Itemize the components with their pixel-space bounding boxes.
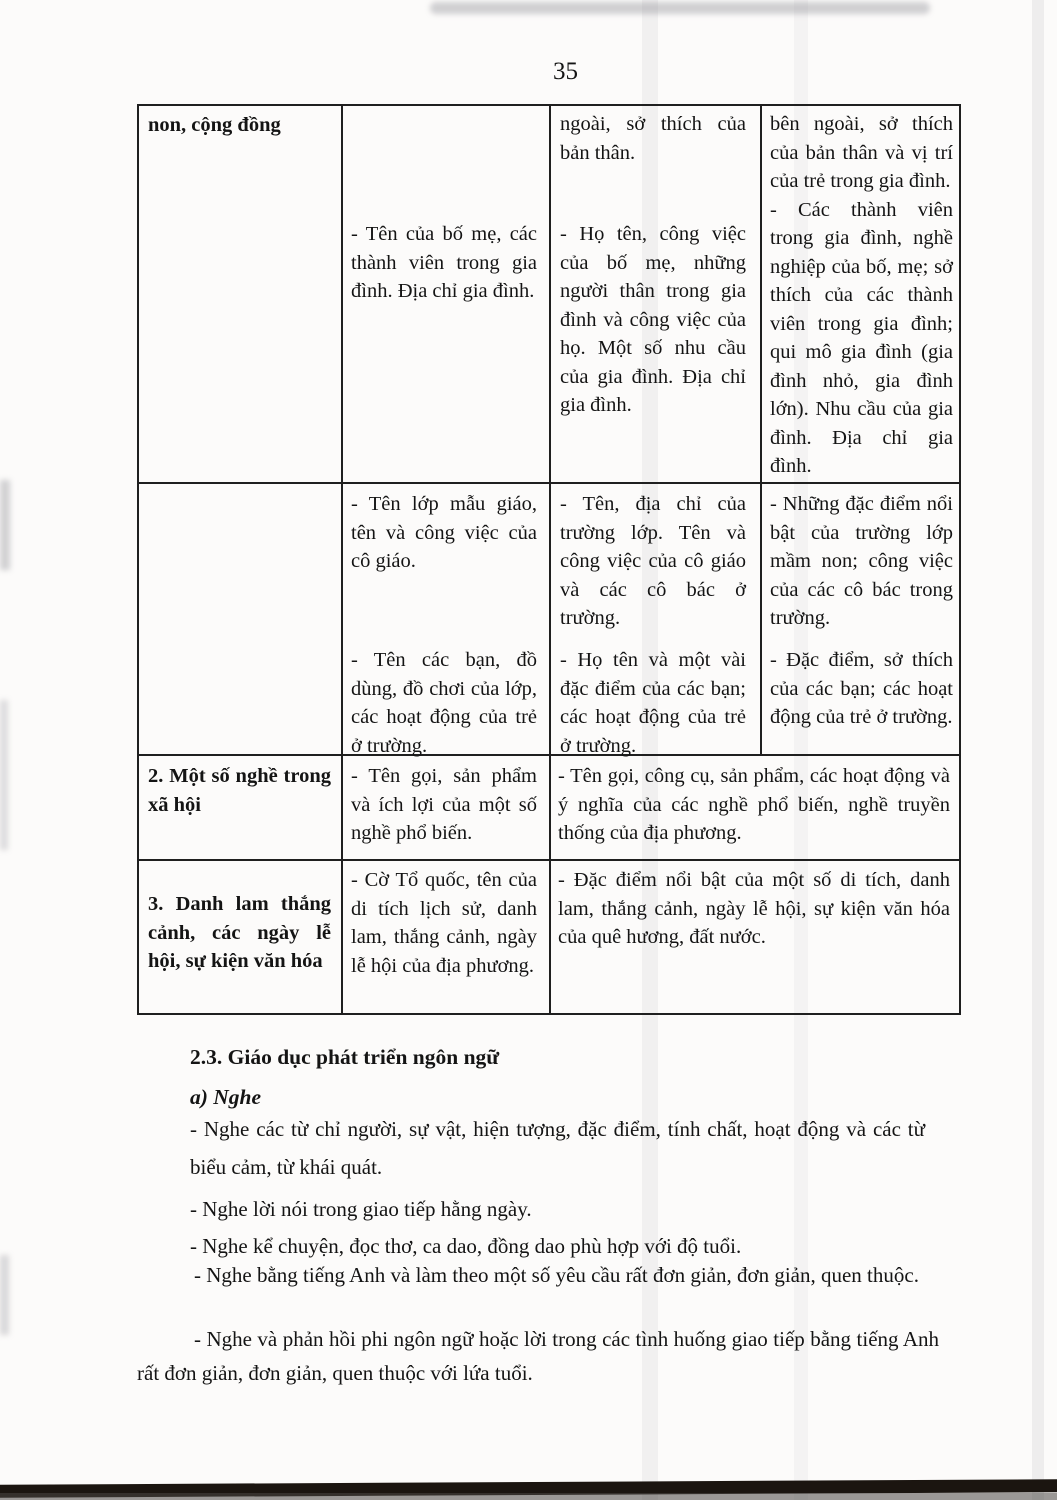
scan-smudge-top	[430, 2, 930, 14]
table-cell-r4c34: - Đặc điểm nổi bật của một số di tích, danh lam, thắng cảnh, ngày lễ hội, sự kiện văn hóa của quê hương, đất nước.	[558, 869, 950, 948]
table-cell-r2c3b: - Họ tên và một vài đặc điểm của các bạn; các hoạt động của trẻ ở trường.	[560, 649, 746, 757]
table-cell-r3c34: - Tên gọi, công cụ, sản phẩm, các hoạt động và ý nghĩa của các nghề phổ biến, nghề truyền thống của địa phương.	[558, 765, 950, 844]
paragraph-listen-speech: - Nghe lời nói trong giao tiếp hằng ngày.	[190, 1197, 532, 1221]
table-cell-r1c4	[770, 110, 953, 481]
table-cell-r3c1: 2. Một số nghề trong xã hội	[148, 765, 331, 816]
table-cell-r1c3: - Họ tên, công việc của bố mẹ, những người thân trong gia đình và công việc của họ. Một số nhu cầu của gia đình. Địa chỉ gia đình.	[560, 223, 746, 416]
section-subheading: a) Nghe	[190, 1085, 262, 1109]
table-cell-r3c2: - Tên gọi, sản phẩm và ích lợi của một số nghề phổ biến.	[351, 765, 537, 844]
table-cell-r1c2: - Tên của bố mẹ, các thành viên trong gia đình. Địa chỉ gia đình.	[351, 223, 537, 302]
cell-paragraph: bên ngoài, sở thích của bản thân và vị trí của trẻ trong gia đình.	[770, 113, 953, 192]
scan-mark-left	[0, 1255, 9, 1335]
paragraph-listen-english: - Nghe bằng tiếng Anh và làm theo một số yêu cầu rất đơn giản, đơn giản, quen thuộc.	[194, 1263, 919, 1287]
table-vline-col1	[341, 104, 343, 1015]
table-cell-r4c2: - Cờ Tổ quốc, tên của di tích lịch sử, danh lam, thắng cảnh, ngày lễ hội của địa phương.	[351, 869, 537, 977]
table-cell-r2c2b: - Tên các bạn, đồ dùng, đồ chơi của lớp, các hoạt động của trẻ ở trường.	[351, 649, 537, 757]
paragraph-listen-words: - Nghe các từ chỉ người, sự vật, hiện tượng, đặc điểm, tính chất, hoạt động và các từ biểu cảm, từ khái quát.	[190, 1117, 925, 1179]
table-vline-col3	[760, 104, 762, 755]
scan-streak	[1032, 0, 1044, 1500]
section-heading: 2.3. Giáo dục phát triển ngôn ngữ	[190, 1045, 500, 1069]
paragraph-listen-respond: - Nghe và phản hồi phi ngôn ngữ hoặc lời trong các tình huống giao tiếp bằng tiếng Anh rất đơn giản, đơn giản, quen thuộc với lứa tuổi.	[137, 1327, 939, 1385]
table-border-right	[959, 104, 961, 1015]
paragraph-listen-stories: - Nghe kể chuyện, đọc thơ, ca dao, đồng dao phù hợp với độ tuổi.	[190, 1234, 742, 1258]
table-cell-r4c1: 3. Danh lam thắng cảnh, các ngày lễ hội, sự kiện văn hóa	[148, 893, 331, 972]
table-cell-r2c4a: - Những đặc điểm nổi bật của trường lớp mầm non; công việc của các cô bác trong trường.	[770, 493, 953, 629]
table-cell-r2c2a: - Tên lớp mẫu giáo, tên và công việc của cô giáo.	[351, 493, 537, 572]
table-cell-r1c3-cont: ngoài, sở thích của bản thân.	[560, 113, 746, 164]
table-cell-r2c4b: - Đặc điểm, sở thích của các bạn; các hoạt động của trẻ ở trường.	[770, 649, 953, 728]
table-hline-row3	[137, 859, 961, 861]
page-number: 35	[553, 58, 578, 85]
table-border-left	[137, 104, 139, 1015]
cell-paragraph: - Các thành viên trong gia đình, nghề nghiệp của bố, mẹ; sở thích của các thành viên trong gia đình; qui mô gia đình (gia đình nhỏ, gia đình lớn). Nhu cầu của gia đình. Địa chỉ gia đình.	[770, 198, 953, 477]
table-hline-row1	[137, 482, 961, 484]
table-hline-row2	[137, 754, 961, 756]
scan-mark-left	[0, 480, 10, 570]
table-cell-r1c1: non, cộng đồng	[148, 114, 281, 136]
table-vline-col2	[549, 104, 551, 1015]
scan-bottom-shadow	[0, 1493, 1057, 1500]
scan-mark-left	[0, 700, 8, 850]
table-cell-r2c3a: - Tên, địa chỉ của trường lớp. Tên và công việc của cô giáo và các cô bác ở trường.	[560, 493, 746, 629]
